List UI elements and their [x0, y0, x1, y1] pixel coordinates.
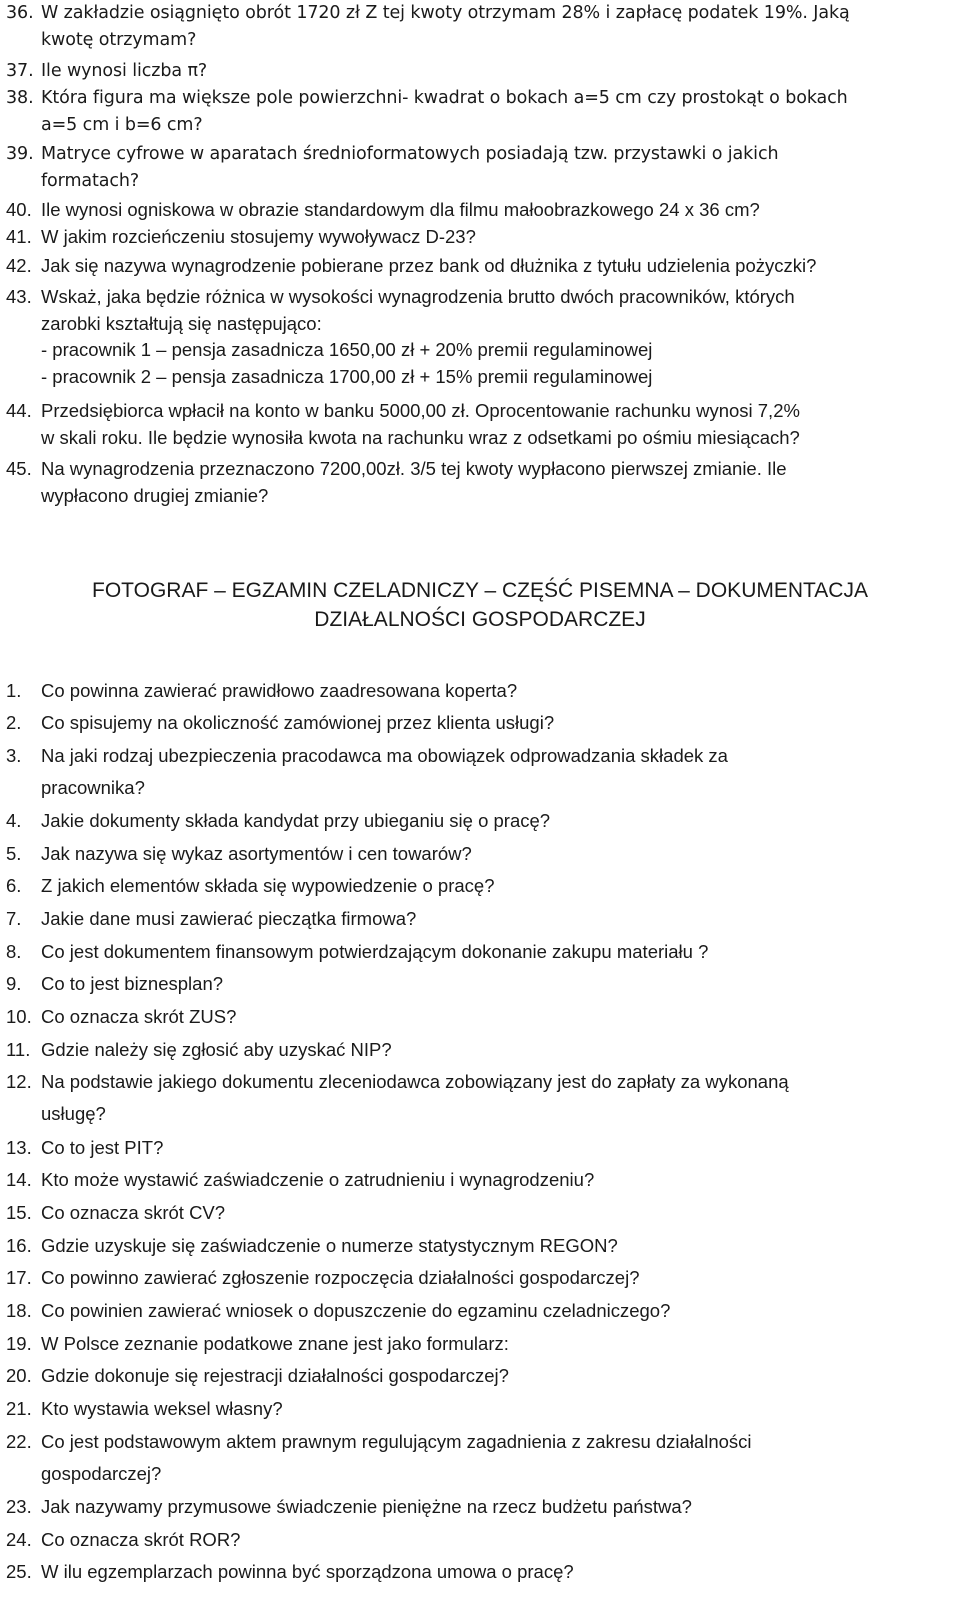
question-text: Co powinno zawierać zgłoszenie rozpoczęcia działalności gospodarczej? — [41, 1267, 640, 1288]
question-number: 5. — [6, 843, 22, 864]
question-number: 2. — [6, 712, 22, 733]
question-text: - pracownik 2 – pensja zasadnicza 1700,00 zł + 15% premii regulaminowej — [41, 365, 653, 387]
question-text: wypłacono drugiej zmianie? — [41, 484, 269, 506]
question-text: Jakie dane musi zawierać pieczątka firmowa? — [41, 908, 417, 929]
question-number: 36. — [6, 3, 34, 23]
question-number: 16. — [6, 1235, 32, 1256]
question-text: Przedsiębiorca wpłacił na konto w banku 5000,00 zł. Oprocentowanie rachunku wynosi 7,2% — [41, 400, 800, 421]
question-number: 23. — [6, 1496, 32, 1517]
question-number: 10. — [6, 1006, 32, 1027]
question-number: 9. — [6, 973, 22, 994]
question-number: 38. — [6, 88, 34, 108]
question-number: 11. — [6, 1039, 31, 1060]
question-text: W ilu egzemplarzach powinna być sporządzona umowa o pracę? — [41, 1561, 574, 1582]
question-number: 21. — [6, 1398, 32, 1419]
question-number: 25. — [6, 1561, 32, 1582]
question-text: Co powinna zawierać prawidłowo zaadresowana koperta? — [41, 680, 518, 701]
question-number: 37. — [6, 61, 34, 81]
question-text: Co jest podstawowym aktem prawnym regulującym zagadnienia z zakresu działalności — [41, 1431, 752, 1452]
question-number: 3. — [6, 745, 22, 766]
question-text: Ile wynosi ogniskowa w obrazie standardowym dla filmu małoobrazkowego 24 x 36 cm? — [41, 199, 760, 220]
question-text: Jak się nazywa wynagrodzenie pobierane przez bank od dłużnika z tytułu udzielenia pożyczki? — [41, 255, 817, 276]
question-number: 4. — [6, 810, 22, 831]
question-number: 1. — [6, 680, 22, 701]
question-number: 14. — [6, 1169, 32, 1190]
question-text: formatach? — [41, 170, 140, 191]
question-number: 42. — [6, 255, 32, 276]
question-number: 20. — [6, 1365, 32, 1386]
question-text: kwotę otrzymam? — [41, 29, 197, 50]
question-text: a=5 cm i b=6 cm? — [41, 114, 203, 135]
question-text: Na podstawie jakiego dokumentu zleceniodawca zobowiązany jest do zapłaty za wykonaną — [41, 1071, 789, 1092]
question-number: 22. — [6, 1431, 32, 1452]
question-number: 15. — [6, 1202, 32, 1223]
question-number: 45. — [6, 458, 32, 479]
question-text: Gdzie należy się zgłosić aby uzyskać NIP? — [41, 1039, 392, 1060]
question-text: Jak nazywa się wykaz asortymentów i cen towarów? — [41, 843, 472, 864]
question-number: 19. — [6, 1333, 32, 1354]
question-text: W Polsce zeznanie podatkowe znane jest jako formularz: — [41, 1333, 509, 1354]
question-text: Co oznacza skrót CV? — [41, 1202, 226, 1223]
question-text: Co to jest PIT? — [41, 1137, 164, 1158]
question-text: Jakie dokumenty składa kandydat przy ubieganiu się o pracę? — [41, 810, 551, 831]
question-text: Wskaż, jaka będzie różnica w wysokości wynagrodzenia brutto dwóch pracowników, których — [41, 286, 795, 307]
question-number: 18. — [6, 1300, 32, 1321]
heading-line-2: DZIAŁALNOŚCI GOSPODARCZEJ — [314, 608, 646, 631]
question-text: usługę? — [41, 1102, 106, 1124]
section-heading — [0, 576, 960, 634]
question-number: 12. — [6, 1071, 32, 1092]
question-text: Gdzie dokonuje się rejestracji działalności gospodarczej? — [41, 1365, 509, 1386]
question-number: 6. — [6, 875, 22, 896]
question-text: Co spisujemy na okoliczność zamówionej przez klienta usługi? — [41, 712, 555, 733]
question-text: Co powinien zawierać wniosek o dopuszczenie do egzaminu czeladniczego? — [41, 1300, 671, 1321]
question-number: 8. — [6, 941, 22, 962]
question-text: Gdzie uzyskuje się zaświadczenie o numerze statystycznym REGON? — [41, 1235, 618, 1256]
question-number: 13. — [6, 1137, 32, 1158]
question-text: Na jaki rodzaj ubezpieczenia pracodawca ma obowiązek odprowadzania składek za — [41, 745, 728, 766]
question-text: Która figura ma większe pole powierzchni- kwadrat o bokach a=5 cm czy prostokąt o bokach — [41, 88, 848, 108]
question-text: zarobki kształtują się następująco: — [41, 312, 322, 334]
question-text: Ile wynosi liczba π? — [41, 61, 208, 81]
question-text: pracownika? — [41, 776, 145, 798]
question-number: 43. — [6, 286, 32, 307]
question-text: Co to jest biznesplan? — [41, 973, 224, 994]
question-number: 40. — [6, 199, 32, 220]
question-text: - pracownik 1 – pensja zasadnicza 1650,00 zł + 20% premii regulaminowej — [41, 339, 653, 360]
question-number: 41. — [6, 226, 32, 247]
question-number: 24. — [6, 1529, 32, 1550]
question-text: Z jakich elementów składa się wypowiedzenie o pracę? — [41, 875, 495, 896]
question-number: 44. — [6, 400, 32, 421]
question-text: Co jest dokumentem finansowym potwierdzającym dokonanie zakupu materiału ? — [41, 941, 709, 962]
heading-line-1: FOTOGRAF – EGZAMIN CZELADNICZY – CZĘŚĆ PISEMNA – DOKUMENTACJA — [92, 579, 868, 602]
question-text: Kto wystawia weksel własny? — [41, 1398, 283, 1419]
question-text: gospodarczej? — [41, 1462, 162, 1484]
question-text: Co oznacza skrót ZUS? — [41, 1006, 237, 1027]
question-text: W zakładzie osiągnięto obrót 1720 zł Z tej kwoty otrzymam 28% i zapłacę podatek 19%. Jaką — [41, 3, 850, 23]
question-text: Matryce cyfrowe w aparatach średnioformatowych posiadają tzw. przystawki o jakich — [41, 144, 779, 164]
question-text: Jak nazywamy przymusowe świadczenie pieniężne na rzecz budżetu państwa? — [41, 1496, 692, 1517]
question-text: w skali roku. Ile będzie wynosiła kwota na rachunku wraz z odsetkami po ośmiu miesiącach? — [41, 426, 800, 448]
question-text: Co oznacza skrót ROR? — [41, 1529, 241, 1550]
question-text: Na wynagrodzenia przeznaczono 7200,00zł. 3/5 tej kwoty wypłacono pierwszej zmianie. Ile — [41, 458, 787, 479]
question-number: 17. — [6, 1267, 32, 1288]
question-text: W jakim rozcieńczeniu stosujemy wywoływacz D-23? — [41, 226, 476, 247]
question-number: 39. — [6, 144, 34, 164]
question-number: 7. — [6, 908, 22, 929]
question-text: Kto może wystawić zaświadczenie o zatrudnieniu i wynagrodzeniu? — [41, 1169, 595, 1190]
